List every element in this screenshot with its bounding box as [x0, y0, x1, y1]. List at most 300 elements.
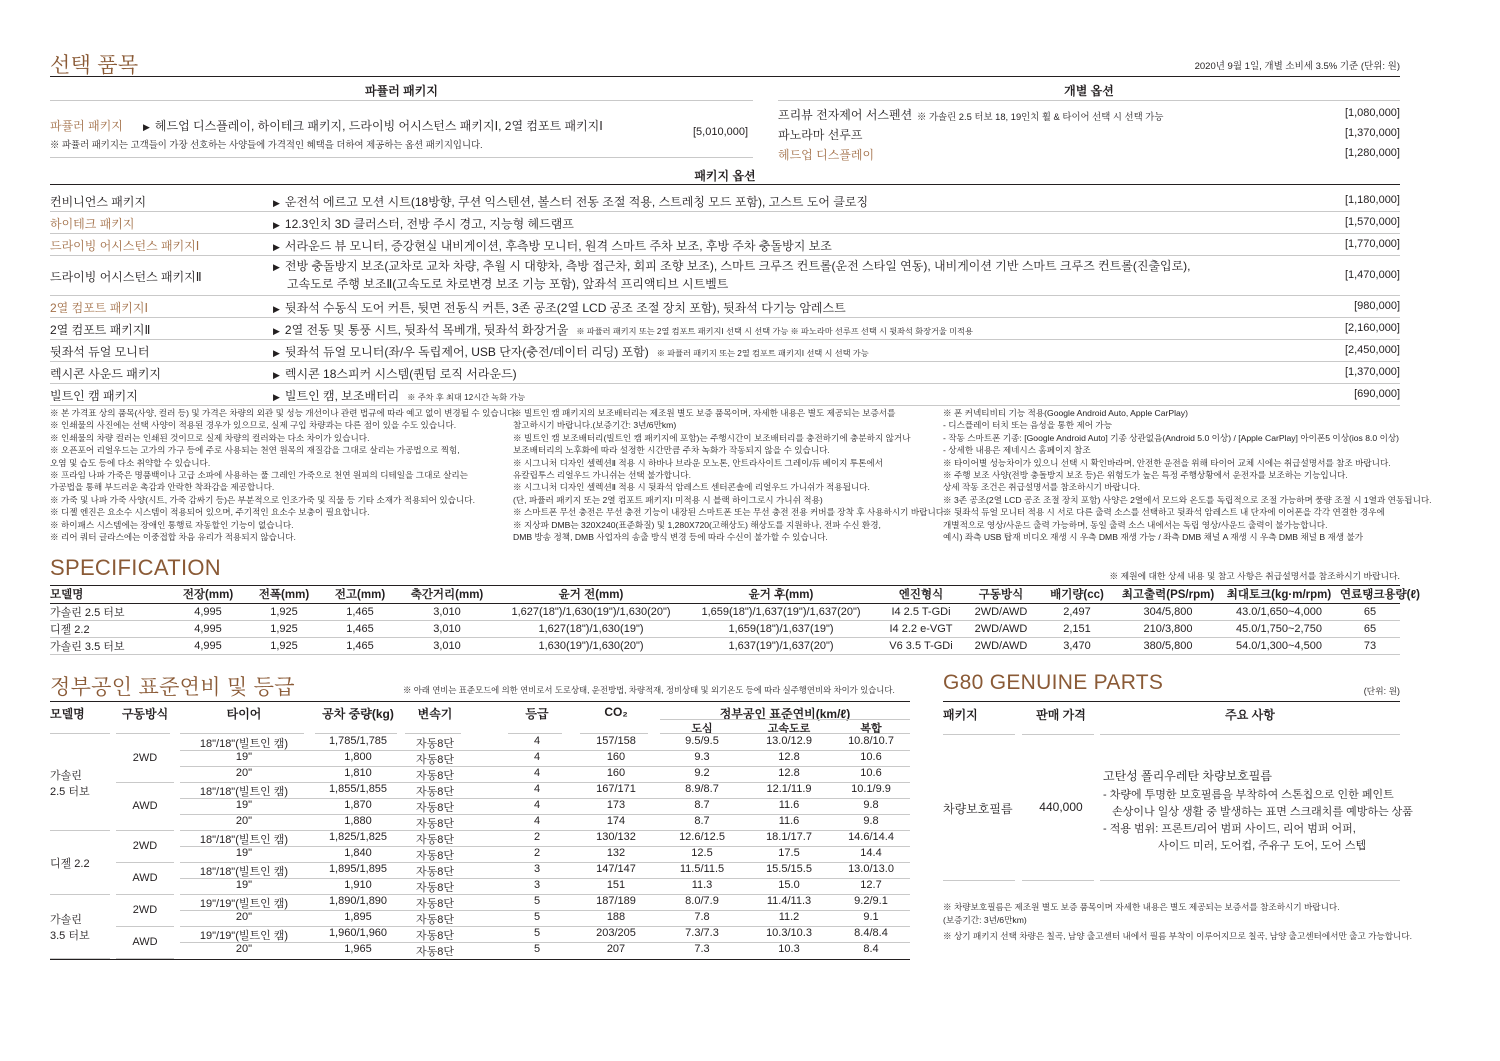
spec-header-cell: 축간거리(mm) — [398, 586, 496, 603]
spec-header-cell: 연료탱크용량(ℓ) — [1340, 586, 1400, 603]
spec-cell: 가솔린 2.5 터보 — [50, 603, 170, 620]
parts-header-price: 판매 가격 — [1036, 708, 1086, 722]
efficiency-cell: 9.8 — [863, 799, 879, 811]
spec-title: SPECIFICATION — [50, 555, 221, 580]
footnote-line: - 상세한 내용은 제네시스 홈페이지 참조 — [943, 445, 1091, 456]
footnote-line: 보조배터리의 노후화에 따라 설정한 시간만큼 주차 녹화가 작동되지 않을 수 있습니다. — [513, 445, 830, 456]
efficiency-cell: 8.4 — [863, 943, 879, 955]
efficiency-note: ※ 아래 연비는 표준모드에 의한 연비로서 도로상태, 운전방법, 차량적재, 정비상태 및 외기온도 등에 따라 실주행연비와 차이가 있습니다. — [403, 685, 895, 695]
individual-option-price: [1,080,000] — [1344, 107, 1400, 119]
package-content — [273, 387, 525, 404]
parts-title: G80 GENUINE PARTS — [943, 671, 1164, 694]
pupler-header: 파퓰러 패키지 — [365, 84, 438, 98]
spec-row — [50, 637, 1400, 654]
package-name: 컨비니언스 패키지 — [50, 195, 147, 209]
drive-type: 2WD — [132, 840, 158, 852]
model-name: 2.5 터보 — [50, 786, 90, 798]
parts-note-line: ※ 상기 패키지 선택 차량은 칠곡, 남양 출고센터 내에서 필름 부착이 이루어지므로 칠곡, 남양 출고센터에서만 출고 가능합니다. — [943, 931, 1413, 941]
footnote-line: ※ 3존 공조(2열 LCD 공조 조절 장치 포함) 사양은 2열에서 모드와 온도를 독립적으로 조절 가능하며 풍량 조절 시 1열과 연동됩니다. — [943, 494, 1432, 505]
package-content — [273, 365, 517, 382]
efficiency-cell: 12.7 — [860, 879, 882, 891]
efficiency-cell: 207 — [606, 943, 626, 955]
package-price: [980,000] — [1354, 300, 1400, 312]
footnote-line: ※ 인쇄물의 차량 컬러는 인쇄된 것이므로 실제 차량의 컬러와는 다소 차이가 있습니다. — [50, 432, 370, 443]
pupler-note: ※ 파퓰러 패키지는 고객들이 가장 선호하는 사양들에 가격적인 혜택을 더하여 제공하는 옵션 패키지입니다. — [50, 139, 483, 150]
efficiency-cell: 8.7 — [694, 815, 710, 827]
parts-price: 440,000 — [1039, 800, 1083, 814]
efficiency-cell: 5 — [533, 943, 541, 955]
package-content-text: 전방 충돌방지 보조(교차로 교차 차량, 추월 시 대향차, 측방 접근차, 회피 조향 보조), 스마트 크루즈 컨트롤(운전 스타일 연동), 내비게이션 기반 스마트 크루즈 컨트롤(진출입로), — [284, 259, 1191, 273]
efficiency-cell: 1,870 — [344, 799, 372, 811]
spec-cell: 2WD/AWD — [966, 637, 1036, 654]
efficiency-cell: 1,880 — [344, 815, 372, 827]
individual-option-note: ※ 가솔린 2.5 터보 18, 19인치 휠 & 타이어 선택 시 선택 가능 — [917, 111, 1164, 122]
efficiency-cell: 174 — [606, 815, 626, 827]
drive-type: AWD — [132, 800, 158, 812]
efficiency-cell: 187/189 — [596, 895, 636, 907]
package-note: ※ 주차 후 최대 12시간 녹화 가능 — [407, 393, 526, 402]
footnote-line: ※ 오픈포어 리얼우드는 고가의 가구 등에 주로 사용되는 천연 원목의 재질감을 그대로 살리는 가공법으로 찍힘, — [50, 445, 460, 456]
package-name: 2열 컴포트 패키지Ⅰ — [50, 301, 149, 315]
spec-cell: 3,010 — [398, 620, 496, 637]
parts-detail-line: 손상이나 일상 생활 중 발생하는 표면 스크래치를 예방하는 상품 — [1103, 806, 1413, 818]
group-divider — [50, 894, 110, 895]
efficiency-cell: 9.8 — [863, 815, 879, 827]
efficiency-cell: 자동8단 — [416, 802, 454, 814]
package-note: ※ 파퓰러 패키지 또는 2열 컴포트 패키지Ⅰ 선택 시 선택 가능 — [656, 349, 869, 358]
package-content-text: 뒷좌석 수동식 도어 커튼, 뒷면 전동식 커튼, 3존 공조(2열 LCD 공조 조절 장치 포함), 뒷좌석 다기능 암레스트 — [284, 301, 846, 315]
footnote-line: 상세 작동 조건은 취급설명서를 참조하시기 바랍니다. — [943, 482, 1140, 493]
spec-cell: 1,630(19")/1,630(20") — [496, 637, 686, 654]
header-divider — [50, 733, 110, 734]
efficiency-cell: 132 — [606, 847, 626, 859]
efficiency-cell: 4 — [533, 783, 541, 795]
footnote-line: ※ 하이패스 시스템에는 장애인 통행료 자동할인 기능이 없습니다. — [50, 519, 294, 530]
package-content-text: 렉시콘 18스피커 시스템(퀀텀 로직 서라운드) — [284, 367, 517, 381]
package-price: [1,470,000] — [1344, 269, 1400, 281]
efficiency-cell: 151 — [606, 879, 626, 891]
parts-detail-line: 사이드 미러, 도어컵, 주유구 도어, 도어 스텝 — [1103, 840, 1367, 852]
spec-cell: V6 3.5 T-GDi — [876, 637, 966, 654]
spec-cell: 1,465 — [322, 620, 398, 637]
efficiency-cell: 10.1/9.9 — [851, 783, 891, 795]
efficiency-cell: 8.4/8.4 — [854, 927, 888, 939]
efficiency-cell: 1,840 — [344, 847, 372, 859]
efficiency-cell: 1,965 — [344, 943, 372, 955]
triangle-icon: ▶ — [273, 220, 280, 230]
efficiency-cell: 12.8 — [778, 751, 800, 763]
package-price: [1,770,000] — [1344, 238, 1400, 250]
package-content — [273, 215, 574, 232]
efficiency-cell: 14.4 — [860, 847, 882, 859]
spec-header-cell: 최고출력(PS/rpm) — [1118, 586, 1218, 603]
group-divider — [50, 830, 110, 831]
efficiency-cell: 1,825/1,825 — [328, 831, 388, 843]
footnote-line: 유칼립투스 리얼우드 가니쉬는 선택 불가합니다. — [513, 470, 691, 480]
efficiency-cell: 11.3 — [691, 879, 713, 891]
efficiency-subheader: 고속도로 — [767, 723, 811, 735]
footnote-line: ※ 빌트인 캠 보조배터리(빌트인 캠 패키지에 포함)는 주행시간이 보조배터리를 충전하기에 충분하지 않거나 — [513, 432, 911, 443]
spec-header-cell: 전폭(mm) — [246, 586, 322, 603]
footnote-line: - 디스플레이 터치 또는 음성을 통한 제어 가능 — [943, 420, 1113, 431]
footnote-line: ※ 스마트폰 무선 충전은 무선 충전 기능이 내장된 스마트폰 또는 무선 충전 전용 커버를 장착 후 사용하시기 바랍니다. — [513, 507, 947, 518]
group-divider — [116, 862, 174, 863]
footnote-line: ※ 빌트인 캠 패키지의 보조배터리는 제조원 별도 보증 품목이며, 자세한 내용은 별도 제공되는 보증서를 — [513, 408, 896, 418]
efficiency-cell: 19"/19"(빌트인 캠) — [199, 898, 289, 910]
efficiency-cell: 1,910 — [344, 879, 372, 891]
package-content-text: 서라운드 뷰 모니터, 증강현실 내비게이션, 후측방 모니터, 원격 스마트 주차 보조, 후방 주차 충돌방지 보조 — [284, 239, 832, 253]
triangle-icon: ▶ — [273, 198, 280, 208]
efficiency-cell: 20" — [235, 815, 253, 827]
parts-header-detail: 주요 사항 — [1225, 708, 1275, 722]
efficiency-cell: 자동8단 — [416, 834, 454, 846]
efficiency-header-cell: 공차 중량(kg) — [322, 707, 394, 721]
efficiency-cell: 5 — [533, 911, 541, 923]
footnote-line: ※ 가죽 및 나파 가죽 사양(시트, 가죽 감싸기 등)은 부분적으로 인조가죽 및 직물 등 기타 소재가 적용되어 있습니다. — [50, 494, 475, 505]
header-divider — [315, 733, 397, 734]
parts-detail-title: 고탄성 폴리우레탄 차량보호필름 — [1103, 769, 1272, 783]
efficiency-cell: 10.3 — [778, 943, 800, 955]
efficiency-cell: 160 — [606, 767, 626, 779]
efficiency-cell: 19" — [235, 799, 253, 811]
spec-cell: 1,659(18")/1,637(19")/1,637(20") — [686, 603, 876, 620]
row-divider — [50, 317, 1400, 318]
efficiency-cell: 4 — [533, 767, 541, 779]
efficiency-cell: 167/171 — [596, 783, 636, 795]
package-content-text: 운전석 에르고 모션 시트(18방향, 쿠션 익스텐션, 볼스터 전동 조절 적용, 스트레칭 모드 포함), 고스트 도어 클로징 — [284, 195, 869, 209]
spec-cell: 54.0/1,300~4,500 — [1218, 637, 1340, 654]
efficiency-header-fuel: 정부공인 표준연비(km/ℓ) — [719, 707, 851, 721]
triangle-icon: ▶ — [273, 392, 280, 402]
spec-header-cell: 전장(mm) — [170, 586, 246, 603]
spec-cell: 1,659(18")/1,637(19") — [686, 620, 876, 637]
efficiency-cell: 10.8/10.7 — [848, 735, 894, 747]
efficiency-cell: 13.0/13.0 — [848, 863, 894, 875]
efficiency-cell: 자동8단 — [416, 850, 454, 862]
efficiency-cell: 4 — [533, 799, 541, 811]
header-divider — [508, 733, 562, 734]
spec-cell: 2,151 — [1036, 620, 1118, 637]
spec-header-cell: 구동방식 — [966, 586, 1036, 603]
efficiency-cell: 188 — [606, 911, 626, 923]
individual-option-price: [1,370,000] — [1344, 127, 1400, 139]
efficiency-cell: 1,800 — [344, 751, 372, 763]
efficiency-cell: 자동8단 — [416, 946, 454, 958]
package-content — [273, 193, 868, 210]
efficiency-cell: 18"/18"(빌트인 캠) — [199, 834, 289, 846]
efficiency-header-cell: 모델명 — [50, 707, 85, 721]
footnote-line: ※ 시그니처 디자인 셀렉션Ⅱ 적용 시 하바나 브라운 모노톤, 안트라사이트 그레이/듀 베이지 투톤에서 — [513, 457, 884, 468]
efficiency-cell: 4 — [533, 815, 541, 827]
efficiency-cell: 9.3 — [694, 751, 710, 763]
pupler-price: [5,010,000] — [693, 126, 749, 138]
footnote-line: ※ 주행 보조 사양(전방 충돌방지 보조 등)은 위험도가 높은 특정 주행상황에서 운전자를 보조하는 기능입니다. — [943, 470, 1348, 480]
package-price: [1,570,000] — [1344, 216, 1400, 228]
package-price: [2,160,000] — [1344, 322, 1400, 334]
package-note: ※ 파퓰러 패키지 또는 2열 컴포트 패키지Ⅰ 선택 시 선택 가능 ※ 파노라마 선루프 선택 시 뒷좌석 화장거울 미적용 — [576, 327, 973, 336]
drive-type: 2WD — [132, 752, 158, 764]
efficiency-cell: 11.2 — [778, 911, 800, 923]
spec-header-cell: 전고(mm) — [322, 586, 398, 603]
group-divider — [116, 894, 174, 895]
efficiency-cell: 자동8단 — [416, 786, 454, 798]
efficiency-cell: 8.0/7.9 — [685, 895, 719, 907]
spec-cell: 4,995 — [170, 620, 246, 637]
efficiency-cell: 2 — [533, 831, 541, 843]
footnote-line: ※ 인쇄물의 사진에는 선택 사양이 적용된 경우가 있으므로, 실제 구입 차량과는 다른 점이 있을 수도 있습니다. — [50, 420, 457, 431]
efficiency-cell: 자동8단 — [416, 930, 454, 942]
efficiency-cell: 10.6 — [860, 767, 882, 779]
spec-header-cell: 배기량(cc) — [1036, 586, 1118, 603]
individual-header: 개별 옵션 — [1064, 84, 1114, 98]
package-content-text: 빌트인 캠, 보조배터리 — [284, 389, 400, 403]
efficiency-cell: 18"/18"(빌트인 캠) — [199, 786, 289, 798]
triangle-icon: ▶ — [143, 122, 150, 132]
spec-cell: 65 — [1340, 603, 1400, 620]
efficiency-cell: 10.6 — [860, 751, 882, 763]
package-name: 빌트인 캠 패키지 — [50, 389, 138, 403]
header-divider — [116, 733, 170, 734]
efficiency-cell: 1,785/1,785 — [328, 735, 388, 747]
parts-note-line: ※ 차량보호필름은 제조원 별도 보증 품목이며 자세한 내용은 별도 제공되는 보증서를 참조하시기 바랍니다. — [943, 902, 1340, 912]
efficiency-cell: 17.5 — [778, 847, 800, 859]
efficiency-cell: 2 — [533, 847, 541, 859]
efficiency-cell: 9.5/9.5 — [685, 735, 719, 747]
efficiency-cell: 3 — [533, 879, 541, 891]
efficiency-subheader: 도심 — [691, 723, 713, 735]
efficiency-cell: 11.6 — [778, 799, 800, 811]
efficiency-cell: 13.0/12.9 — [766, 735, 812, 747]
pupler-content: ▶ 헤드업 디스플레이, 하이테크 패키지, 드라이빙 어시스턴스 패키지Ⅰ, 2열 컴포트 패키지Ⅰ — [143, 119, 603, 133]
efficiency-bottom-rule — [50, 959, 910, 960]
spec-cell: 1,465 — [322, 603, 398, 620]
efficiency-cell: 4 — [533, 751, 541, 763]
efficiency-cell: 173 — [606, 799, 626, 811]
efficiency-cell: 160 — [606, 751, 626, 763]
package-content-text: 뒷좌석 듀얼 모니터(좌/우 독립제어, USB 단자(충전/데이터 리딩) 포함) — [284, 345, 649, 359]
efficiency-cell: 1,960/1,960 — [328, 927, 388, 939]
efficiency-cell: 4 — [533, 735, 541, 747]
efficiency-header-cell: 구동방식 — [121, 707, 169, 721]
parts-unit: (단위: 원) — [1363, 686, 1400, 696]
package-content — [273, 299, 846, 316]
individual-option-price: [1,280,000] — [1344, 147, 1400, 159]
row-divider — [50, 255, 1400, 256]
efficiency-cell: 자동8단 — [416, 770, 454, 782]
efficiency-cell: 12.6/12.5 — [679, 831, 725, 843]
footnote-line: 예시) 좌측 USB 탑재 비디오 재생 시 우측 DMB 재생 가능 / 좌측 DMB 채널 A 재생 시 우측 DMB 채널 B 재생 불가 — [943, 532, 1364, 542]
parts-detail-line: - 차량에 투명한 보호필름을 부착하여 스톤칩으로 인한 페인트 — [1103, 789, 1394, 801]
efficiency-cell: 자동8단 — [416, 818, 454, 830]
spec-header-cell: 모델명 — [50, 586, 170, 603]
spec-cell: 1,627(18")/1,630(19") — [496, 620, 686, 637]
package-content — [273, 257, 1191, 274]
spec-cell: 210/3,800 — [1118, 620, 1218, 637]
spec-cell: 45.0/1,750~2,750 — [1218, 620, 1340, 637]
package-content-text: 12.3인치 3D 클러스터, 전방 주시 경고, 지능형 헤드램프 — [284, 217, 574, 231]
spec-cell: 1,925 — [246, 620, 322, 637]
header-divider — [580, 733, 648, 734]
efficiency-cell: 19"/19"(빌트인 캠) — [199, 930, 289, 942]
spec-cell: 4,995 — [170, 637, 246, 654]
footnote-line: DMB 방송 정책, DMB 사업자의 송출 방식 변경 등에 따라 수신이 불가할 수 있습니다. — [513, 532, 828, 542]
model-name: 가솔린 — [50, 770, 82, 782]
spec-cell: 3,010 — [398, 603, 496, 620]
efficiency-cell: 10.3/10.3 — [766, 927, 812, 939]
triangle-icon: ▶ — [273, 370, 280, 380]
efficiency-header-cell: 타이어 — [226, 707, 262, 721]
group-divider — [116, 830, 174, 831]
row-divider — [50, 383, 1400, 384]
efficiency-cell: 5 — [533, 927, 541, 939]
spec-cell: 1,465 — [322, 637, 398, 654]
parts-detail-line: - 적용 범위: 프론트/리어 범퍼 사이드, 리어 범퍼 어퍼, — [1103, 823, 1356, 835]
options-title: 선택 품목 — [50, 54, 139, 77]
efficiency-cell: 11.5/11.5 — [679, 863, 725, 875]
package-price: [690,000] — [1354, 388, 1400, 400]
package-name: 드라이빙 어시스턴스 패키지Ⅱ — [50, 270, 202, 284]
efficiency-cell: 19" — [235, 847, 253, 859]
spec-header-cell: 윤거 전(mm) — [496, 586, 686, 603]
footnote-line: ※ 시그니처 디자인 셀렉션Ⅱ 적용 시 뒷좌석 암레스트 센터콘솔에 리얼우드 가니쉬가 적용됩니다. — [513, 482, 870, 493]
package-content — [273, 343, 869, 360]
efficiency-cell: 5 — [533, 895, 541, 907]
efficiency-cell: 11.6 — [778, 815, 800, 827]
individual-option-name: 프리뷰 전자제어 서스펜션 — [778, 108, 913, 122]
group-divider — [116, 782, 174, 783]
efficiency-cell: 19" — [235, 879, 253, 891]
parts-header-package: 패키지 — [943, 708, 978, 722]
spec-cell: 1,925 — [246, 603, 322, 620]
drive-type: AWD — [132, 872, 158, 884]
efficiency-cell: 18.1/17.7 — [766, 831, 812, 843]
spec-cell: 2,497 — [1036, 603, 1118, 620]
footnote-line: 가공법을 통해 부드러운 촉감과 안락한 착좌감을 제공합니다. — [50, 482, 275, 493]
package-name: 뒷좌석 듀얼 모니터 — [50, 345, 150, 359]
efficiency-cell: 1,855/1,855 — [328, 783, 388, 795]
package-header: 패키지 옵션 — [694, 169, 756, 183]
spec-cell: 가솔린 3.5 터보 — [50, 637, 170, 654]
individual-option-name: 파노라마 선루프 — [778, 128, 863, 142]
efficiency-cell: 자동8단 — [416, 754, 454, 766]
efficiency-cell: 1,895 — [344, 911, 372, 923]
package-content-line2: 고속도로 주행 보조Ⅱ(고속도로 차로변경 보조 기능 포함), 앞좌석 프리액티브 시트벨트 — [287, 277, 729, 291]
efficiency-cell: 20" — [235, 911, 253, 923]
package-price: [1,180,000] — [1344, 194, 1400, 206]
efficiency-cell: 8.7 — [694, 799, 710, 811]
efficiency-cell: 자동8단 — [416, 898, 454, 910]
footnote-line: ※ 폰 커넥티비티 기능 적용(Google Android Auto, Apple CarPlay) — [943, 408, 1188, 418]
spec-cell: 2WD/AWD — [966, 603, 1036, 620]
drive-type: 2WD — [132, 904, 158, 916]
spec-cell: 73 — [1340, 637, 1400, 654]
efficiency-cell: 18"/18"(빌트인 캠) — [199, 738, 289, 750]
model-name: 3.5 터보 — [50, 930, 90, 942]
efficiency-header-cell: CO₂ — [604, 705, 628, 719]
spec-cell: 380/5,800 — [1118, 637, 1218, 654]
spec-cell: 3,010 — [398, 637, 496, 654]
efficiency-cell: 7.8 — [694, 911, 710, 923]
efficiency-cell: 20" — [235, 767, 253, 779]
spec-note: ※ 제원에 대한 상세 내용 및 참고 사항은 취급설명서를 참조하시기 바랍니다. — [1109, 571, 1400, 581]
efficiency-cell: 3 — [533, 863, 541, 875]
efficiency-cell: 19" — [235, 751, 253, 763]
efficiency-cell: 15.0 — [778, 879, 800, 891]
spec-cell: 3,470 — [1036, 637, 1118, 654]
footnote-line: ※ 타이어별 성능차이가 있으니 선택 시 확인바라며, 안전한 운전을 위해 타이어 교체 시에는 취급설명서를 참조 바랍니다. — [943, 457, 1391, 468]
triangle-icon: ▶ — [273, 304, 280, 314]
spec-cell: 304/5,800 — [1118, 603, 1218, 620]
pupler-name: 파퓰러 패키지 — [50, 119, 123, 133]
spec-cell: 43.0/1,650~4,000 — [1218, 603, 1340, 620]
efficiency-cell: 자동8단 — [416, 738, 454, 750]
efficiency-cell: 7.3/7.3 — [685, 927, 719, 939]
efficiency-cell: 130/132 — [596, 831, 636, 843]
efficiency-cell: 1,895/1,895 — [328, 863, 388, 875]
package-name: 2열 컴포트 패키지Ⅱ — [50, 323, 151, 337]
triangle-icon: ▶ — [273, 326, 280, 336]
row-divider — [50, 295, 1400, 296]
spec-row — [50, 620, 1400, 637]
footnote-line: ※ 리어 쿼터 글라스에는 이중접합 차음 유리가 적용되지 않습니다. — [50, 532, 296, 542]
footnote-line: (단, 파퓰러 패키지 또는 2열 컴포트 패키지Ⅰ 미적용 시 블랙 하이그로시 가니쉬 적용) — [513, 494, 823, 505]
package-price: [2,450,000] — [1344, 344, 1400, 356]
spec-cell: I4 2.2 e-VGT — [876, 620, 966, 637]
header-divider — [405, 733, 461, 734]
triangle-icon: ▶ — [273, 262, 280, 272]
efficiency-cell: 12.5 — [691, 847, 713, 859]
footnote-line: ※ 지상파 DMB는 320X240(표준화질) 및 1,280X720(고해상도) 해상도를 지원하나, 전파 수신 환경, — [513, 519, 881, 530]
individual-option-name: 헤드업 디스플레이 — [778, 148, 875, 162]
spec-cell: 65 — [1340, 620, 1400, 637]
row-divider — [50, 361, 1400, 362]
efficiency-subheader: 복합 — [860, 723, 882, 735]
efficiency-cell: 자동8단 — [416, 914, 454, 926]
footnote-line: 개별적으로 영상/사운드 출력 가능하며, 동일 출력 소스 내에서는 독립 영상/사운드 출력이 불가능합니다. — [943, 519, 1328, 530]
footnote-line: ※ 본 가격표 상의 품목(사양, 컬러 등) 및 가격은 차량의 외관 및 성능 개선이나 관련 법규에 따라 예고 없이 변경될 수 있습니다. — [50, 408, 518, 418]
spec-cell: 1,627(18")/1,630(19")/1,630(20") — [496, 603, 686, 620]
package-name: 드라이빙 어시스턴스 패키지Ⅰ — [50, 239, 200, 253]
spec-cell: 4,995 — [170, 603, 246, 620]
header-divider — [660, 733, 910, 734]
spec-cell: 1,925 — [246, 637, 322, 654]
efficiency-cell: 1,890/1,890 — [328, 895, 388, 907]
triangle-icon: ▶ — [273, 348, 280, 358]
footnote-line: ※ 디젤 엔진은 요소수 시스템이 적용되어 있으며, 주기적인 요소수 보충이 필요합니다. — [50, 507, 370, 518]
footnote-line: - 작동 스마트폰 기종: [Google Android Auto] 기종 상관없음(Android 5.0 이상) / [Apple CarPlay] 아이폰5 이상(ios 8.0 이상) — [943, 432, 1400, 443]
row-divider — [50, 405, 1400, 406]
group-divider — [116, 926, 174, 927]
efficiency-cell: 11.4/11.3 — [766, 895, 812, 907]
efficiency-cell: 1,810 — [344, 767, 372, 779]
efficiency-header-cell: 등급 — [525, 707, 549, 721]
package-name: 하이테크 패키지 — [50, 217, 135, 231]
spec-header-cell: 윤거 후(mm) — [686, 586, 876, 603]
model-name: 디젤 2.2 — [50, 858, 90, 870]
efficiency-cell: 203/205 — [596, 927, 636, 939]
efficiency-header-cell: 변속기 — [417, 707, 453, 721]
spec-cell: 1,637(19")/1,637(20") — [686, 637, 876, 654]
spec-header-cell: 엔진형식 — [876, 586, 966, 603]
model-name: 가솔린 — [50, 914, 82, 926]
footnote-line: 오염 및 습도 등에 다소 취약할 수 있습니다. — [50, 457, 211, 468]
drive-type: AWD — [132, 936, 158, 948]
efficiency-cell: 12.1/11.9 — [766, 783, 812, 795]
row-divider — [50, 233, 1400, 234]
efficiency-cell: 157/158 — [596, 735, 636, 747]
footnote-line: 참고하시기 바랍니다.(보증기간: 3년/6만km) — [513, 420, 677, 431]
efficiency-cell: 9.2 — [694, 767, 710, 779]
